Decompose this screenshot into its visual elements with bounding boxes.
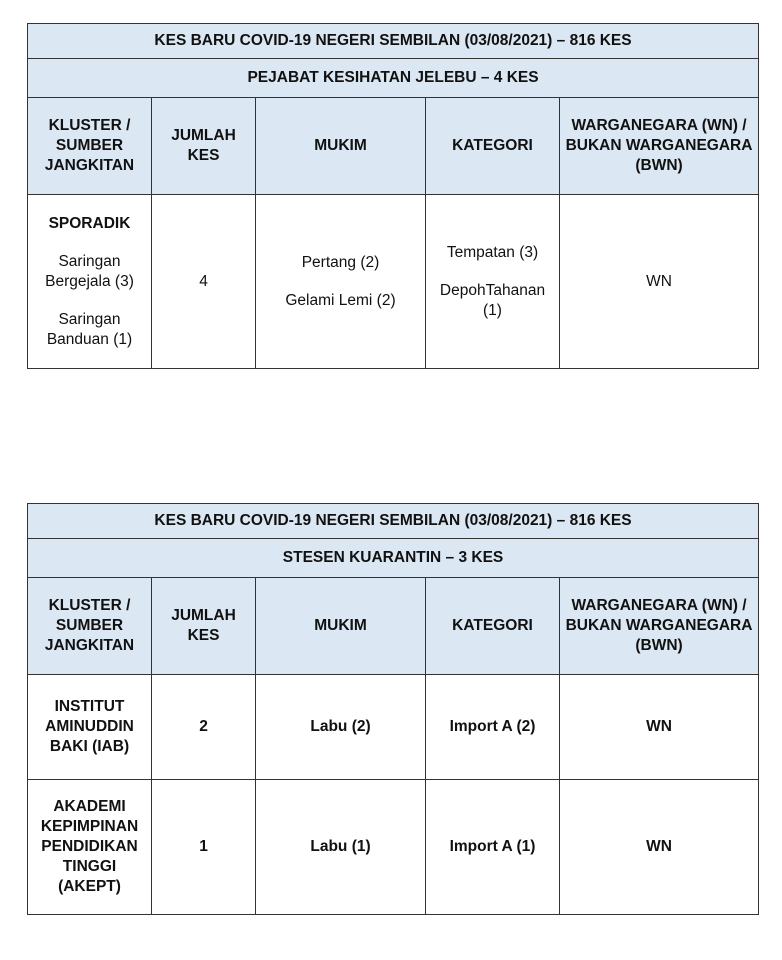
table-row <box>28 195 759 369</box>
table-row <box>28 675 759 780</box>
cell-jumlah: 4 <box>152 195 256 369</box>
col-header-kluster: KLUSTER / SUMBER JANGKITAN <box>28 98 152 195</box>
covid-table-stesen-kuarantin <box>27 503 759 915</box>
col-header-jumlah: JUMLAH KES <box>152 578 256 675</box>
cell-wn: WN <box>560 780 759 915</box>
cell-kategori: Import A (2) <box>426 675 560 780</box>
cluster-name: SPORADIK <box>48 214 131 232</box>
cluster-sub: Saringan Banduan (1) <box>46 310 133 348</box>
table-subtitle: PEJABAT KESIHATAN JELEBU – 4 KES <box>28 59 759 98</box>
mukim-item: Gelami Lemi (2) <box>285 291 396 309</box>
col-header-mukim: MUKIM <box>256 98 426 195</box>
cell-wn: WN <box>560 675 759 780</box>
col-header-kluster: KLUSTER / SUMBER JANGKITAN <box>28 578 152 675</box>
col-header-warganegara: WARGANEGARA (WN) / BUKAN WARGANEGARA (BWN) <box>560 578 759 675</box>
cluster-sub: Saringan Bergejala (3) <box>45 252 134 290</box>
col-header-warganegara: WARGANEGARA (WN) / BUKAN WARGANEGARA (BWN) <box>560 98 759 195</box>
cell-mukim: Labu (2) <box>256 675 426 780</box>
kategori-item: DepohTahanan (1) <box>439 281 546 319</box>
table-title: KES BARU COVID-19 NEGERI SEMBILAN (03/08/2021) – 816 KES <box>28 504 759 539</box>
table-subtitle: STESEN KUARANTIN – 3 KES <box>28 539 759 578</box>
cell-kluster: AKADEMI KEPIMPINAN PENDIDIKAN TINGGI (AKEPT) <box>28 780 152 915</box>
table-row <box>28 780 759 915</box>
mukim-item: Pertang (2) <box>301 253 380 271</box>
cell-jumlah: 2 <box>152 675 256 780</box>
col-header-jumlah: JUMLAH KES <box>152 98 256 195</box>
cell-mukim <box>256 195 426 369</box>
kategori-item: Tempatan (3) <box>446 243 539 261</box>
cell-kluster: INSTITUT AMINUDDIN BAKI (IAB) <box>28 675 152 780</box>
cell-kategori: Import A (1) <box>426 780 560 915</box>
col-header-kategori: KATEGORI <box>426 98 560 195</box>
col-header-mukim: MUKIM <box>256 578 426 675</box>
cell-kluster <box>28 195 152 369</box>
cell-wn: WN <box>560 195 759 369</box>
table-title: KES BARU COVID-19 NEGERI SEMBILAN (03/08/2021) – 816 KES <box>28 24 759 59</box>
cell-kategori <box>426 195 560 369</box>
covid-table-jelebu <box>27 23 759 369</box>
cell-jumlah: 1 <box>152 780 256 915</box>
col-header-kategori: KATEGORI <box>426 578 560 675</box>
cell-mukim: Labu (1) <box>256 780 426 915</box>
